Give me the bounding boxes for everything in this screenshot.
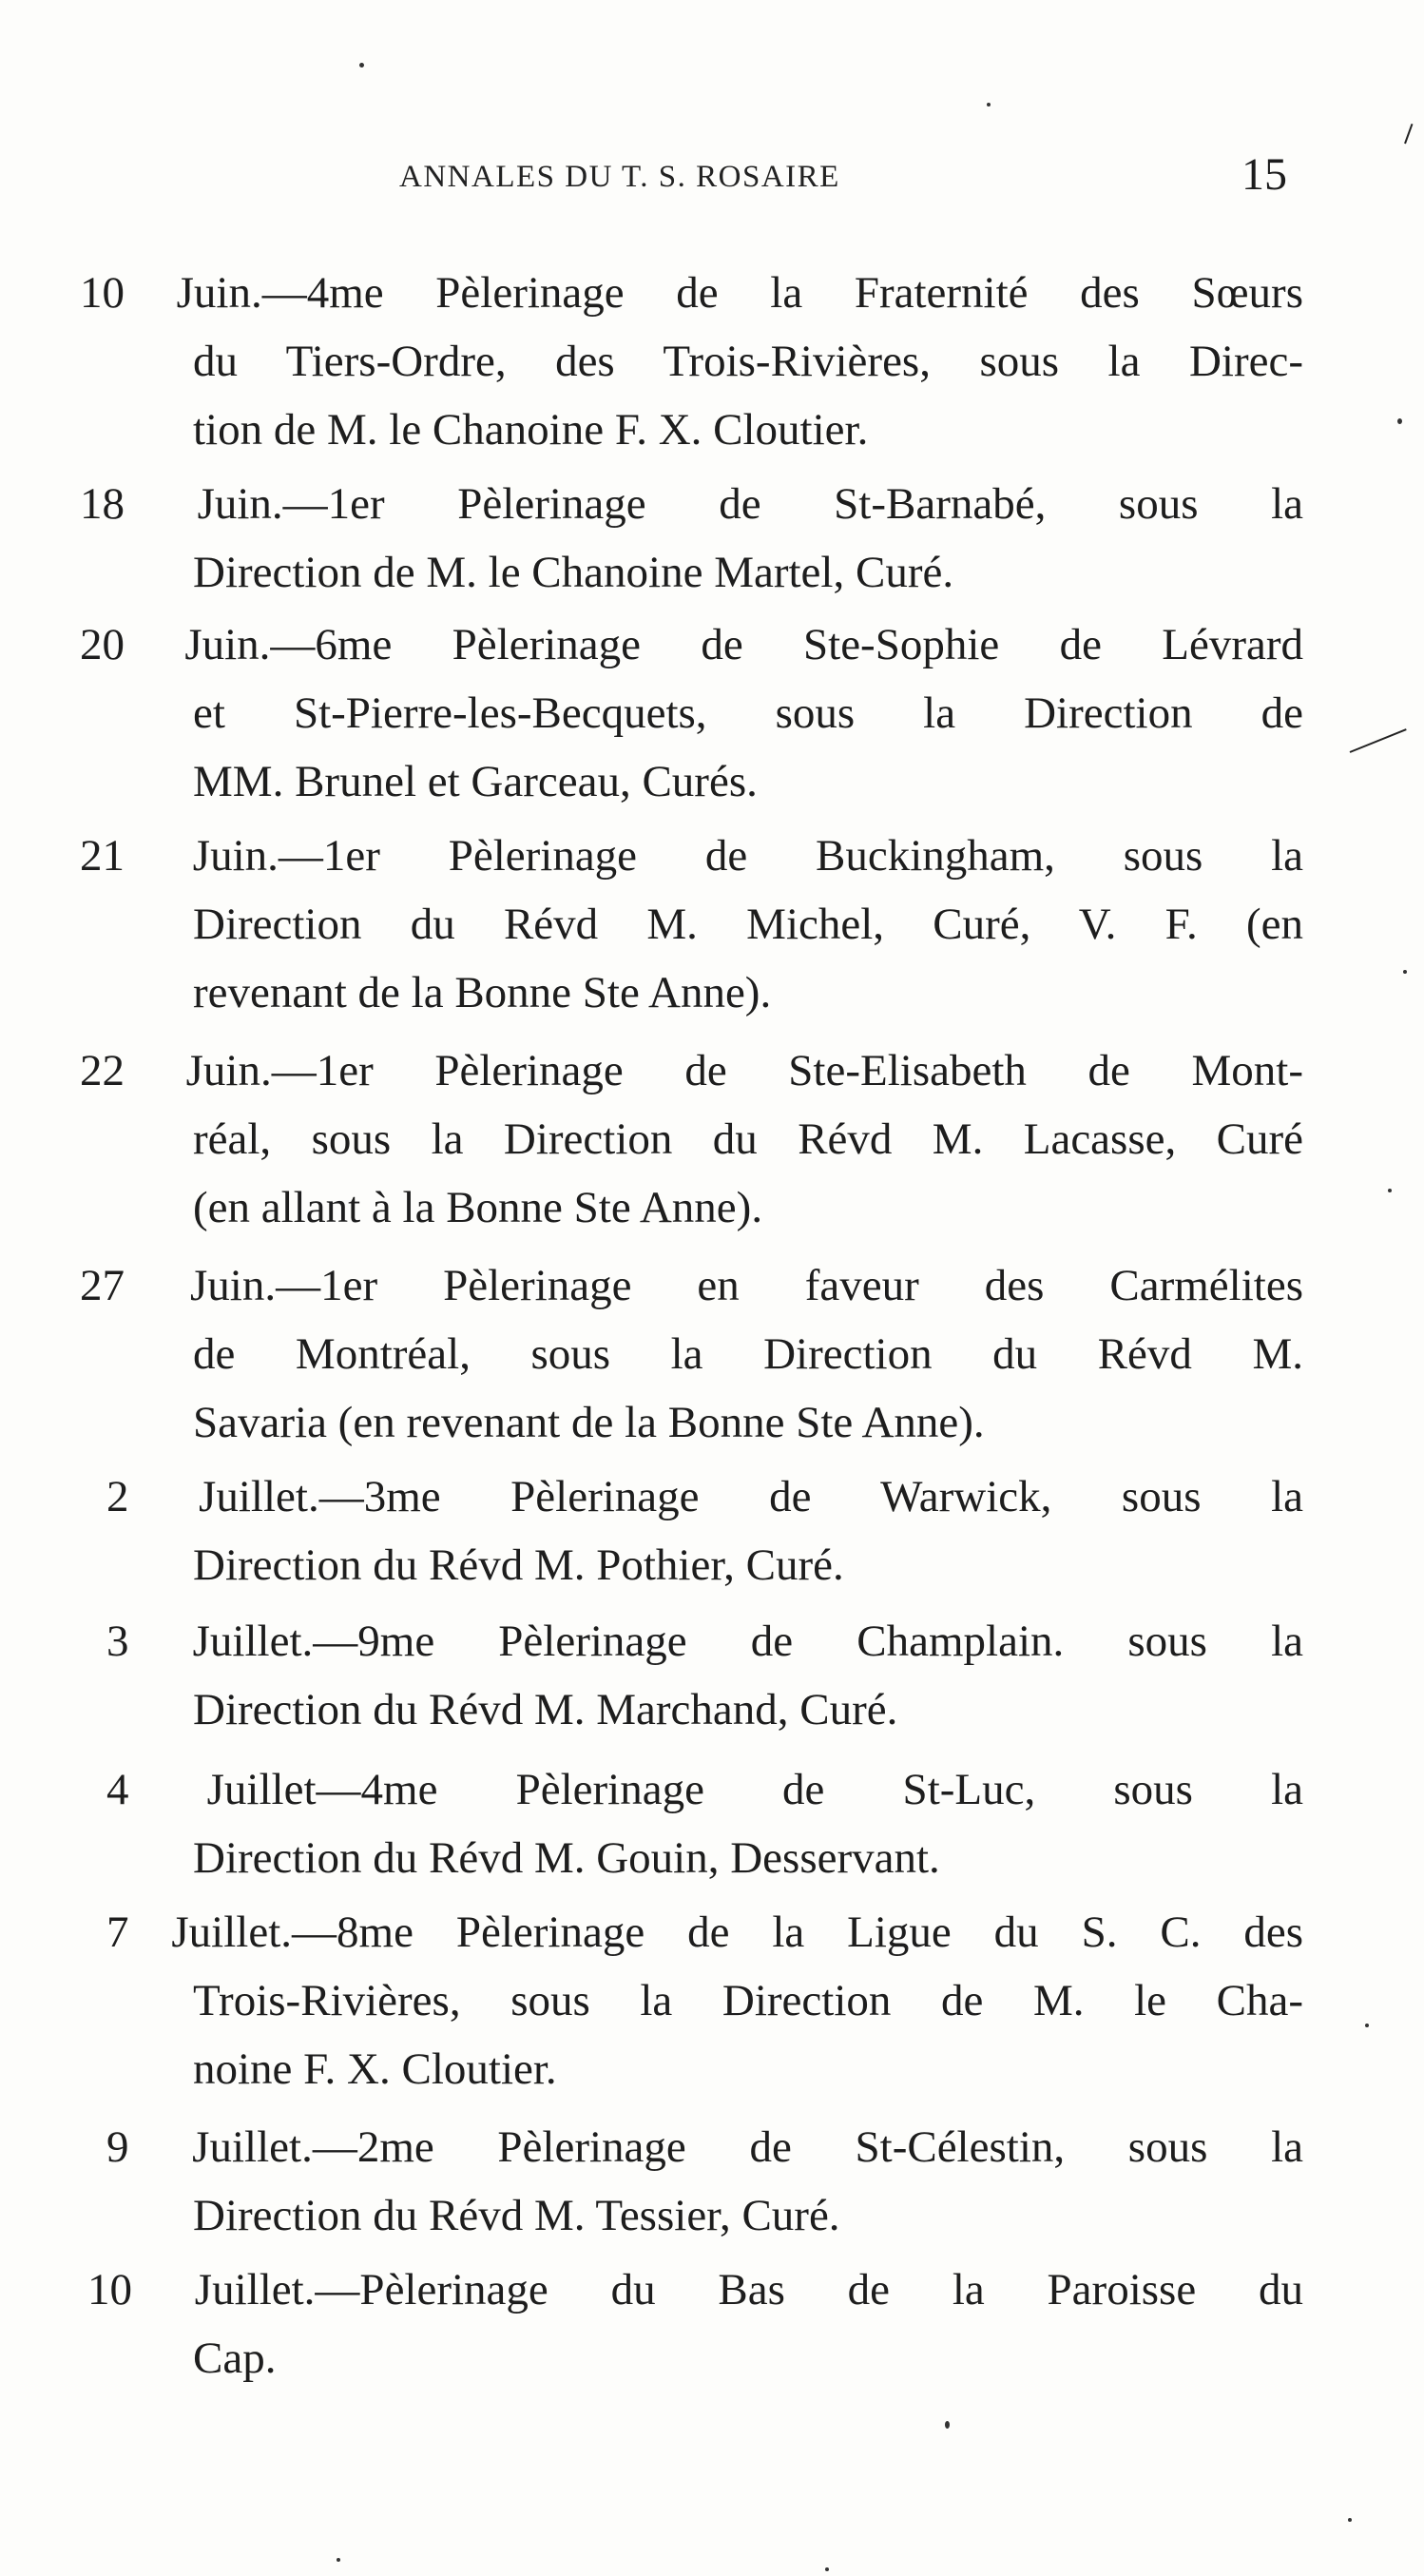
running-title: ANNALES DU T. S. ROSAIRE — [399, 160, 840, 194]
scan-speck — [987, 103, 991, 107]
entry-line: tion de M. le Chanoine F. X. Cloutier. — [193, 405, 869, 455]
entry-line: de Montréal, sous la Direction du Révd M. — [193, 1329, 1303, 1379]
entry-line: Direction du Révd M. Pothier, Curé. — [193, 1540, 844, 1590]
scan-mark — [1404, 124, 1413, 144]
entry-line: Direction du Révd M. Tessier, Curé. — [193, 2191, 840, 2240]
entry-line: 4 Juillet—4me Pèlerinage de St-Luc, sous la — [106, 1765, 1303, 1814]
entry-line: du Tiers-Ordre, des Trois-Rivières, sous la Direc- — [193, 337, 1303, 386]
page-number: 15 — [1241, 149, 1287, 200]
entry-line: 3 Juillet.—9me Pèlerinage de Champlain. sous la — [106, 1617, 1303, 1666]
entry-line: 9 Juillet.—2me Pèlerinage de St-Célestin, sous la — [106, 2122, 1303, 2172]
entry-line: 20 Juin.—6me Pèlerinage de Ste-Sophie de Lévrard — [80, 620, 1303, 669]
entry-line: 7 Juillet.—8me Pèlerinage de la Ligue du S. C. des — [106, 1908, 1303, 1957]
entry-line: revenant de la Bonne Ste Anne). — [193, 968, 772, 1017]
scan-speck — [337, 2558, 340, 2562]
entry-line: 10 Juin.—4me Pèlerinage de la Fraternité des Sœurs — [80, 268, 1303, 318]
entry-line: 18 Juin.—1er Pèlerinage de St-Barnabé, sous la — [80, 479, 1303, 529]
entry-line: Direction du Révd M. Marchand, Curé. — [193, 1685, 898, 1734]
entry-line: Direction du Révd M. Michel, Curé, V. F. (en — [193, 900, 1303, 949]
scan-mark — [1350, 728, 1407, 753]
entry-line: 21 Juin.—1er Pèlerinage de Buckingham, sous la — [80, 831, 1303, 881]
entry-line: Trois-Rivières, sous la Direction de M. le Cha- — [193, 1976, 1303, 2025]
scan-speck — [945, 2421, 950, 2429]
scan-speck — [825, 2567, 829, 2571]
entry-line: Direction de M. le Chanoine Martel, Curé. — [193, 548, 954, 597]
entry-line: Direction du Révd M. Gouin, Desservant. — [193, 1833, 940, 1883]
entry-line: Cap. — [193, 2334, 277, 2383]
scan-speck — [1397, 418, 1402, 424]
entry-line: (en allant à la Bonne Ste Anne). — [193, 1183, 763, 1232]
entry-line: 10 Juillet.—Pèlerinage du Bas de la Paroisse du — [87, 2265, 1303, 2315]
entry-line: 27 Juin.—1er Pèlerinage en faveur des Carmélites — [80, 1261, 1303, 1310]
scan-speck — [1365, 2024, 1369, 2027]
running-header — [0, 149, 1424, 209]
entry-line: 22 Juin.—1er Pèlerinage de Ste-Elisabeth de Mont- — [80, 1046, 1303, 1095]
entry-line: réal, sous la Direction du Révd M. Lacasse, Curé — [193, 1114, 1303, 1164]
scan-speck — [1388, 1189, 1392, 1192]
scan-speck — [1348, 2518, 1352, 2522]
scan-speck — [1403, 970, 1407, 974]
entry-line: noine F. X. Cloutier. — [193, 2044, 557, 2094]
entry-line: 2 Juillet.—3me Pèlerinage de Warwick, sous la — [106, 1472, 1303, 1521]
entry-line: et St-Pierre-les-Becquets, sous la Direction de — [193, 688, 1303, 738]
scan-speck — [359, 63, 364, 68]
entry-line: MM. Brunel et Garceau, Curés. — [193, 757, 758, 806]
entry-line: Savaria (en revenant de la Bonne Ste Anne). — [193, 1398, 985, 1447]
